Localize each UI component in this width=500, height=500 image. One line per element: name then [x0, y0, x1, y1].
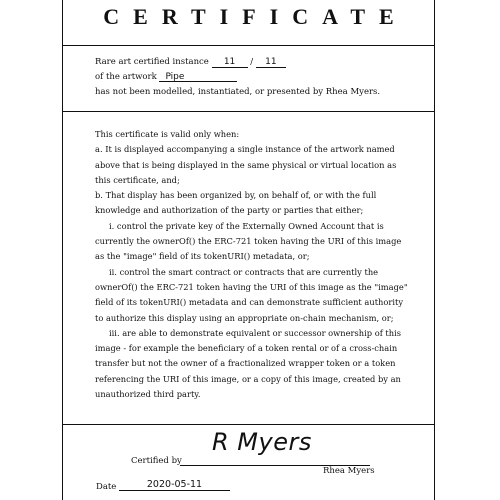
- certified-by-label: Certified by: [131, 456, 182, 466]
- instance-separator: /: [250, 57, 254, 67]
- date-value: 2020-05-11: [119, 479, 230, 491]
- artwork-name: Pipe: [159, 72, 237, 82]
- instance-number: 11: [212, 57, 248, 68]
- instance-total: 11: [256, 57, 286, 68]
- instance-prefix: Rare art certified instance: [95, 57, 209, 67]
- instance-line: [95, 55, 380, 70]
- terms-clause-i: i. control the private key of the Externally Owned Account that is currently the ownerOf() the ERC-721 token having the URI of this image as the "image" field of its tokenURI() metadata, or;: [95, 220, 402, 262]
- instance-section: [95, 55, 380, 100]
- divider-top: [62, 45, 435, 46]
- date-label: Date: [96, 482, 117, 492]
- terms-clause-a: a. It is displayed accompanying a single instance of the artwork named above that is being displayed in the same physical or virtual location as this certificate, and;: [95, 144, 397, 185]
- terms-intro: This certificate is valid only when:: [95, 129, 240, 139]
- terms-section: [95, 127, 413, 402]
- artwork-prefix: of the artwork: [95, 72, 157, 82]
- terms-clause-b: b. That display has been organized by, on behalf of, or with the full knowledge and authorization of the party or parties that either;: [95, 190, 377, 216]
- divider-middle: [62, 111, 435, 112]
- artwork-line: [95, 70, 380, 85]
- terms-clause-iii: iii. are able to demonstrate equivalent or successor ownership of this image - for example the beneficiary of a token rental or of a cross-chain transfer but not the owner of a fractionalized wrapper token or a token referencing the URI of this image, or a copy of this image, created by an unauthorized third party.: [95, 327, 401, 400]
- signer-name: Rhea Myers: [323, 466, 375, 476]
- divider-bottom: [62, 424, 435, 425]
- instance-statement: has not been modelled, instantiated, or presented by Rhea Myers.: [95, 87, 381, 97]
- certificate-title: CERTIFICATE: [103, 4, 408, 29]
- terms-clause-ii: ii. control the smart contract or contracts that are currently the ownerOf() the ERC-721 token having the URI of this image as the "image" field of its tokenURI() metadata and can demonstrate sufficient authority to authorize this display using an appropriate on-chain mechanism, or;: [95, 266, 408, 323]
- handwritten-signature: R Myers: [212, 428, 312, 456]
